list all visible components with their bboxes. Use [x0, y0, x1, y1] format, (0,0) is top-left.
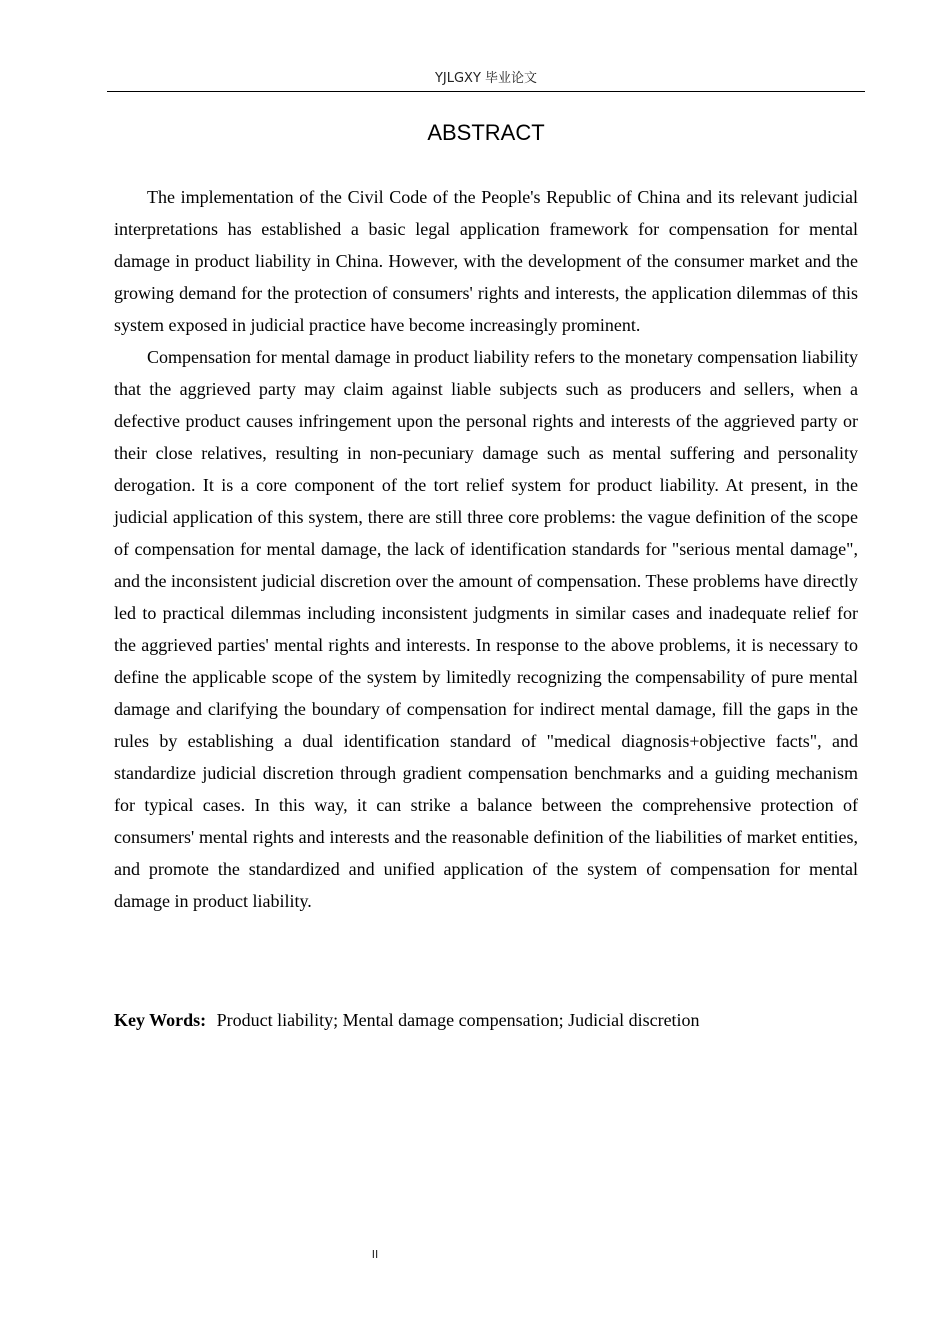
- keywords-label: Key Words:: [114, 1010, 207, 1030]
- abstract-paragraph-2: Compensation for mental damage in product liability refers to the monetary compensation liability that the aggrieved party may claim against liable subjects such as producers and sellers, when a defective product causes infringement upon the personal rights and interests of the aggrieved party or their close relatives, resulting in non-pecuniary damage such as mental suffering and personality derogation. It is a core component of the tort relief system for product liability. At present, in the judicial application of this system, there are still three core problems: the vague definition of the scope of compensation for mental damage, the lack of identification standards for "serious mental damage", and the inconsistent judicial discretion over the amount of compensation. These problems have directly led to practical dilemmas including inconsistent judgments in similar cases and inadequate relief for the aggrieved parties' mental rights and interests. In response to the above problems, it is necessary to define the applicable scope of the system by limitedly recognizing the compensability of pure mental damage and clarifying the boundary of compensation for indirect mental damage, fill the gaps in the rules by establishing a dual identification standard of "medical diagnosis+objective facts", and standardize judicial discretion through gradient compensation benchmarks and a guiding mechanism for typical cases. In this way, it can strike a balance between the comprehensive protection of consumers' mental rights and interests and the reasonable definition of the liabilities of market entities, and promote the standardized and unified application of the system of compensation for mental damage in product liability.: [114, 347, 858, 911]
- abstract-body: [114, 181, 858, 917]
- keywords-line: [114, 1004, 858, 1036]
- page-number: II: [371, 1248, 379, 1261]
- abstract-title: ABSTRACT: [427, 120, 545, 145]
- keywords-text: Product liability; Mental damage compensation; Judicial discretion: [216, 1010, 700, 1030]
- header-divider: [107, 91, 865, 92]
- page-header: YJLGXY 毕业论文: [434, 71, 538, 86]
- abstract-paragraph-1: The implementation of the Civil Code of the People's Republic of China and its relevant judicial interpretations has established a basic legal application framework for compensation for mental damage in product liability in China. However, with the development of the consumer market and the growing demand for the protection of consumers' rights and interests, the application dilemmas of this system exposed in judicial practice have become increasingly prominent.: [114, 187, 858, 335]
